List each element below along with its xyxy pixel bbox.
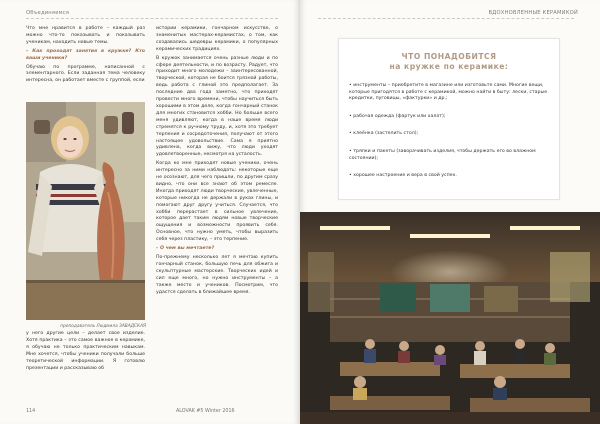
sidebar-subtitle: на кружке по керамике: [389, 62, 509, 71]
paragraph: По-прежнему несколько лет я мечтаю купить гончарный станок, большую печь для обжига и скульптурные мастерские. Творческих идей и сил еще много, но нужно инструменты – а также место и учеников. Посмотрим, что удастся сделать в ближайшее время. [156, 255, 278, 295]
interview-question: – Как проходят занятия в кружке? Кто ваши ученики? [26, 48, 145, 61]
running-head-left: Объединяемся [26, 10, 70, 16]
article-column-1-bottom [26, 331, 145, 374]
list-item: • инструменты – приобретите в магазине или изготовьте сами. Многие вещи, которые пригодятся в работе с керамикой, можно найти в быту: лески, старые кредитки, пуговицы, «фактурки» и др.; [349, 83, 548, 102]
article-column-1-top [26, 26, 145, 87]
studio-illustration [300, 212, 600, 424]
interview-question: – О чем вы мечтаете? [156, 246, 215, 252]
paragraph: В кружок занимается очень разные люди и по сфере деятельности, и по возрасту. Радует, что приходит много молодежи – заинтересованной, творческой, которая не боится грязной работы, ведь работа с глиной это предполагает. За последние два года заметно, что приходят провести много времени, чтобы научиться быть хорошими в этом деле, когда гончарный станок для многих становится хобби. Но больше всего меня удивляют, когда в наше время люди стремятся к ручному труду, и, хотя это требует терпения и сосредоточения, получают от этого настоящее удовольствие. Сама я приятно удивлена, когда вижу, что люди уходят удовлетворенные, несмотря на усталость. [156, 55, 278, 158]
paragraph: Когда ко мне приходят новые ученики, очень интересно за ними наблюдать: некоторые еще не осознают, для чего пришли, по другим сразу видно, что они все знают об этом ремесле. Иногда приходят люди творческие, увлеченные, которые никогда не держали в руках глины, и помогают друг другу учиться. Случается, что хобби перерастает в сильное увлечение, которое дает таким людям новые творческие ощущения и возможности проявить себя. Основное, что нужно уметь, чтобы выразить себя через пластику, – это терпение. [156, 161, 278, 243]
photo-caption: преподаватель Людмила ЗАВАДСКАЯ [60, 324, 146, 329]
portrait-illustration [26, 102, 145, 320]
header-rule-right [318, 18, 574, 19]
right-page [300, 0, 600, 424]
portrait-photo [26, 102, 145, 320]
studio-photo [300, 212, 600, 424]
list-item: • рабочая одежда (фартук или халат); [349, 113, 446, 119]
paragraph: истории керамики, гончарном искусстве, о знаменитых мастерах-керамистах, о том, как создавались шедевры керамики, о популярных керамических традициях. [156, 26, 278, 52]
paragraph: Обучаю по программе, написанной с элементарного. Если заданная тема человеку интересна, он работает вместе с группой, если [26, 64, 145, 84]
supplies-list [349, 83, 551, 191]
list-item: • хорошее настроение и вера в свой успех. [349, 173, 457, 179]
page-number: 114 [26, 409, 36, 414]
what-you-need-box [338, 38, 560, 200]
paragraph: у него другие цели – делает свое изделие. Хотя практика – это самое важное в керамике, я обучаю не только практическим навыкам. Мне хочется, чтобы ученики получали больше теоретической информации. Я готовлю презентации и рассказываю об [26, 331, 145, 371]
running-head-right: ВДОХНОВЛЕННЫЕ КЕРАМИКОЙ [488, 10, 578, 16]
paragraph: Что мне нравится в работе – каждый раз можно что-то показывать и показывать ученикам, находить новые темы. [26, 26, 145, 45]
header-rule-left [26, 18, 278, 19]
magazine-issue: ALOVAK #5 Winter 2016 [176, 409, 235, 414]
sidebar-title: ЧТО ПОНАДОБИТСЯ [401, 52, 497, 61]
article-column-2 [156, 26, 278, 298]
list-item: • тряпки и пакеты (заворачивать изделия, чтобы держать его во влажном состоянии); [349, 148, 536, 161]
list-item: • клеёнка (застелить стол); [349, 131, 419, 137]
